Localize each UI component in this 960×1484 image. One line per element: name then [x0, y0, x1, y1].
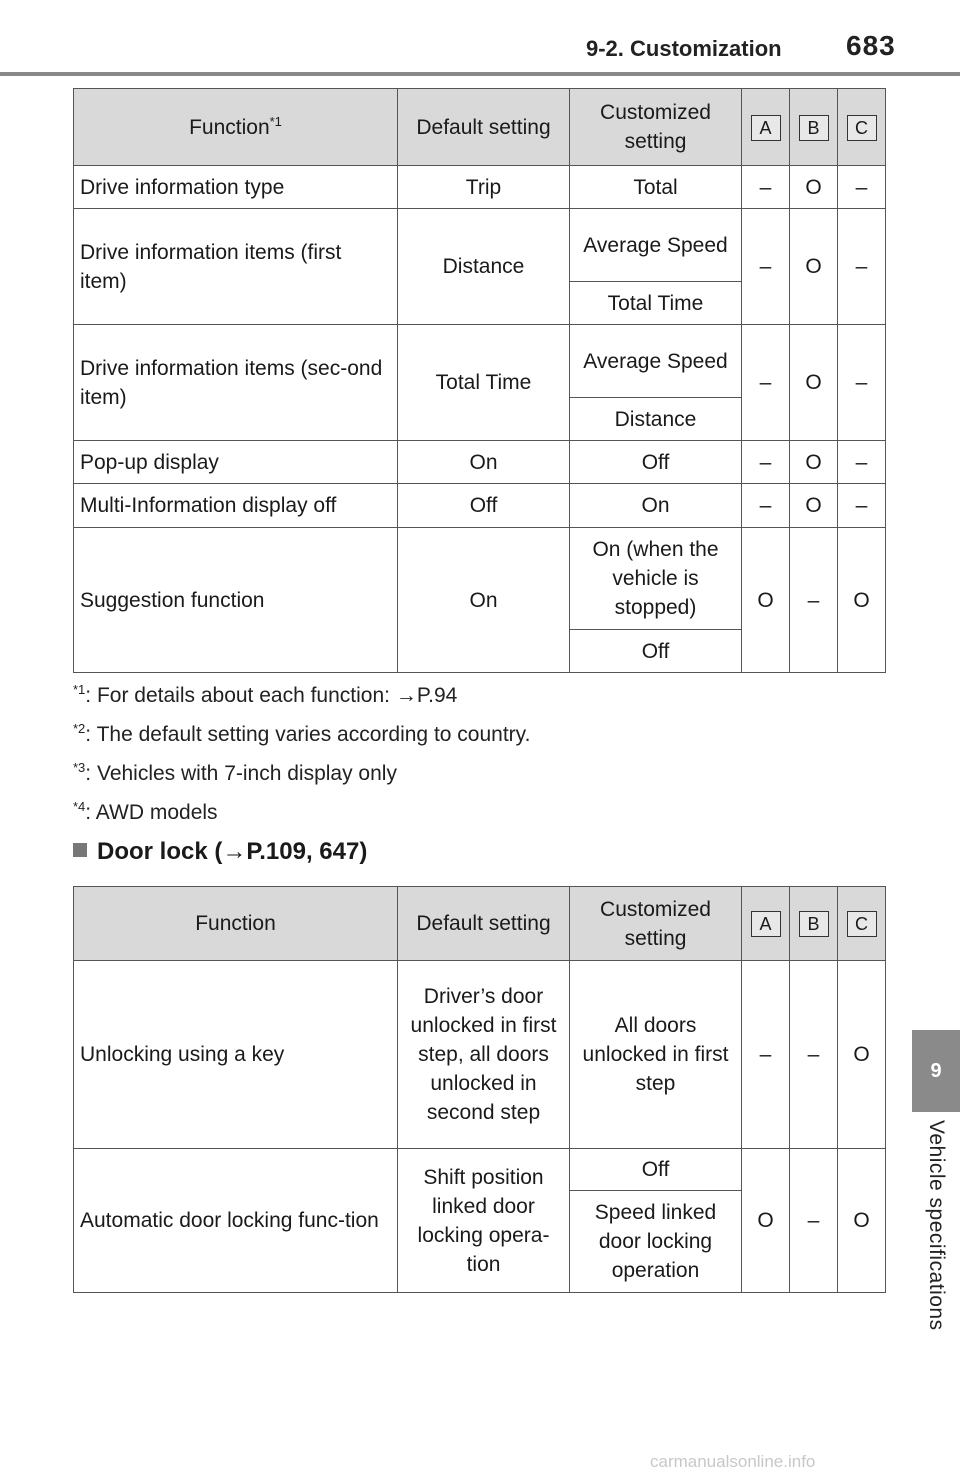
- default-cell: Shift position linked door locking opera-tion: [398, 1149, 570, 1293]
- table-row: [74, 1149, 886, 1191]
- customized-cell: Speed linked door locking operation: [570, 1191, 742, 1293]
- b-cell: O: [790, 325, 838, 441]
- b-cell: O: [790, 209, 838, 325]
- function-cell: Unlocking using a key: [74, 961, 398, 1149]
- chapter-tab-number: 9: [912, 1030, 960, 1112]
- customized-cell: Total: [570, 166, 742, 209]
- col-header-c: [838, 887, 886, 961]
- footnote: $^{*1}$: For details about each function: →P.94: [73, 682, 458, 707]
- customized-cell: All doors unlocked in first step: [570, 961, 742, 1149]
- default-cell: On: [398, 528, 570, 673]
- c-cell: –: [838, 484, 886, 528]
- col-header-function: Function: [74, 887, 398, 961]
- header-divider: [0, 72, 960, 76]
- customized-cell: Distance: [570, 398, 742, 441]
- table-header-row: [74, 887, 886, 961]
- footnote: $^{*2}$: The default setting varies according to country.: [73, 721, 531, 746]
- page-number: 683: [846, 30, 896, 61]
- chapter-tab-label-text: Vehicle specifications: [925, 1120, 948, 1331]
- chapter-tab-label: [912, 1120, 960, 1380]
- col-header-customized: Customized setting: [570, 89, 742, 166]
- a-cell: O: [742, 1149, 790, 1293]
- customized-cell: On (when the vehicle is stopped): [570, 528, 742, 630]
- default-cell: Distance: [398, 209, 570, 325]
- b-cell: O: [790, 484, 838, 528]
- col-header-b: [790, 89, 838, 166]
- table-row: [74, 484, 886, 528]
- function-cell: Drive information items (first item): [74, 209, 398, 325]
- col-header-customized: Customized setting: [570, 887, 742, 961]
- footnote: $^{*4}$: AWD models: [73, 799, 218, 824]
- col-header-function: Function$^{*1}$: [74, 89, 398, 166]
- default-cell: On: [398, 441, 570, 484]
- c-cell: –: [838, 209, 886, 325]
- col-header-c: [838, 89, 886, 166]
- b-cell: O: [790, 441, 838, 484]
- a-cell: –: [742, 209, 790, 325]
- customized-cell: Average Speed: [570, 325, 742, 398]
- a-cell: –: [742, 484, 790, 528]
- footnote-ref: *1: [269, 113, 282, 129]
- b-cell: –: [790, 528, 838, 673]
- col-header-default: Default setting: [398, 89, 570, 166]
- section-heading-text: Door lock (→P.109, 647): [97, 838, 368, 865]
- customized-cell: On: [570, 484, 742, 528]
- function-cell: Multi-Information display off: [74, 484, 398, 528]
- watermark: carmanualsonline.info: [650, 1452, 816, 1471]
- table-row: [74, 325, 886, 398]
- footnote: $^{*3}$: Vehicles with 7-inch display only: [73, 760, 397, 785]
- default-cell: Driver’s door unlocked in first step, all doors unlocked in second step: [398, 961, 570, 1149]
- default-cell: Trip: [398, 166, 570, 209]
- page-header: [0, 0, 960, 76]
- col-header-a: [742, 89, 790, 166]
- col-header-default: Default setting: [398, 887, 570, 961]
- b-cell: O: [790, 166, 838, 209]
- setting-method-a-icon: A: [751, 115, 781, 141]
- function-cell: Automatic door locking func-tion: [74, 1149, 398, 1293]
- a-cell: –: [742, 441, 790, 484]
- function-cell: Suggestion function: [74, 528, 398, 673]
- square-bullet-icon: [73, 843, 87, 857]
- col-header-b: [790, 887, 838, 961]
- function-cell: Drive information items (sec-ond item): [74, 325, 398, 441]
- b-cell: –: [790, 961, 838, 1149]
- b-cell: –: [790, 1149, 838, 1293]
- customized-cell: Off: [570, 441, 742, 484]
- customized-cell: Off: [570, 630, 742, 673]
- c-cell: –: [838, 325, 886, 441]
- footnotes: [73, 676, 885, 832]
- c-cell: O: [838, 528, 886, 673]
- setting-method-c-icon: C: [847, 911, 877, 937]
- customized-cell: Average Speed: [570, 209, 742, 282]
- customized-cell: Off: [570, 1149, 742, 1191]
- c-cell: –: [838, 441, 886, 484]
- default-cell: Off: [398, 484, 570, 528]
- table-row: [74, 441, 886, 484]
- default-cell: Total Time: [398, 325, 570, 441]
- section-heading: [73, 838, 367, 866]
- function-cell: Drive information type: [74, 166, 398, 209]
- customization-table-meter: [73, 88, 886, 673]
- customization-table-door-lock: [73, 886, 886, 1293]
- customized-cell: Total Time: [570, 282, 742, 325]
- setting-method-a-icon: A: [751, 911, 781, 937]
- setting-method-b-icon: B: [799, 115, 829, 141]
- setting-method-c-icon: C: [847, 115, 877, 141]
- c-cell: O: [838, 961, 886, 1149]
- table-row: [74, 166, 886, 209]
- a-cell: –: [742, 325, 790, 441]
- setting-method-b-icon: B: [799, 911, 829, 937]
- col-header-a: [742, 887, 790, 961]
- a-cell: –: [742, 961, 790, 1149]
- c-cell: O: [838, 1149, 886, 1293]
- table-row: [74, 528, 886, 630]
- a-cell: O: [742, 528, 790, 673]
- c-cell: –: [838, 166, 886, 209]
- function-cell: Pop-up display: [74, 441, 398, 484]
- table-header-row: [74, 89, 886, 166]
- table-row: [74, 961, 886, 1149]
- a-cell: –: [742, 166, 790, 209]
- section-title: 9-2. Customization: [586, 36, 782, 61]
- table-row: [74, 209, 886, 282]
